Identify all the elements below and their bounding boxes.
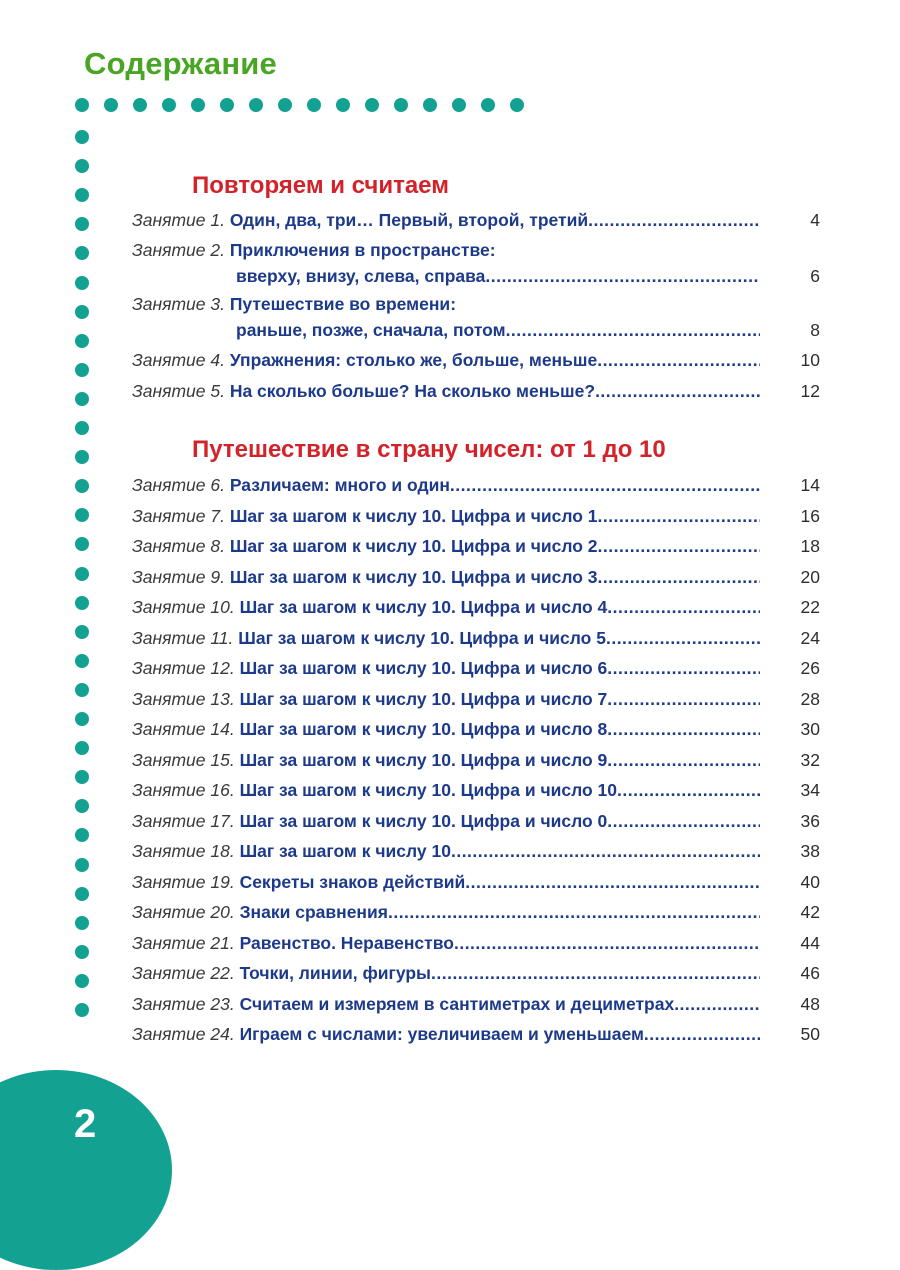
border-dot [75, 945, 89, 959]
entry-page-number: 24 [800, 628, 820, 648]
border-dot [75, 98, 89, 112]
border-dot [75, 596, 89, 610]
border-dot [75, 159, 89, 173]
entry-page-number: 34 [800, 780, 820, 800]
leader-dots [597, 347, 760, 373]
entry-label: Занятие 24. [132, 1024, 235, 1044]
entry-label: Занятие 20. [132, 902, 235, 922]
toc-entry [132, 899, 820, 925]
entry-page-number: 48 [800, 994, 820, 1014]
leader-dots [465, 869, 760, 895]
toc-entry [132, 808, 820, 834]
border-dot [75, 741, 89, 755]
entry-label: Занятие 19. [132, 872, 235, 892]
border-dot [191, 98, 205, 112]
leader-dots [595, 378, 760, 404]
border-dot [75, 654, 89, 668]
entry-title: Шаг за шагом к числу 10. Цифра и число 0 [239, 811, 608, 831]
entry-page-number: 32 [800, 750, 820, 770]
leader-dots [451, 838, 760, 864]
toc-entry [132, 777, 820, 803]
border-dot [307, 98, 321, 112]
entry-page-number: 26 [800, 658, 820, 678]
leader-dots [606, 625, 760, 651]
entry-title: Шаг за шагом к числу 10. Цифра и число 10 [239, 780, 617, 800]
entry-page-number: 50 [800, 1024, 820, 1044]
leader-dots [454, 930, 760, 956]
leader-dots [506, 317, 760, 343]
entry-label: Занятие 15. [132, 750, 235, 770]
entry-title-continuation: вверху, внизу, слева, справа [236, 266, 486, 286]
entry-title: Упражнения: столько же, больше, меньше [229, 350, 598, 370]
leader-dots [607, 686, 760, 712]
leader-dots [607, 655, 760, 681]
toc-entry [132, 838, 820, 864]
leader-dots [388, 899, 760, 925]
entry-label: Занятие 14. [132, 719, 235, 739]
entry-page-number: 44 [800, 933, 820, 953]
entry-page-number: 16 [800, 506, 820, 526]
entry-label: Занятие 17. [132, 811, 235, 831]
entry-page-number: 14 [800, 475, 820, 495]
border-dot [220, 98, 234, 112]
entry-title: Приключения в пространстве: [229, 240, 496, 260]
entry-label: Занятие 4. [132, 350, 225, 370]
entry-label: Занятие 18. [132, 841, 235, 861]
toc-entry [132, 960, 820, 986]
border-dot [481, 98, 495, 112]
border-dot [75, 567, 89, 581]
entry-title: Шаг за шагом к числу 10. Цифра и число 1 [229, 506, 598, 526]
leader-dots [598, 533, 760, 559]
toc-entry [132, 564, 820, 590]
border-dot [75, 305, 89, 319]
leader-dots [485, 263, 760, 289]
toc-entry [132, 869, 820, 895]
page-corner-shape [0, 1070, 172, 1270]
border-dot [452, 98, 466, 112]
border-dot [75, 799, 89, 813]
entry-title: Шаг за шагом к числу 10. Цифра и число 2 [229, 536, 598, 556]
entry-label: Занятие 11. [132, 628, 234, 648]
border-dot [336, 98, 350, 112]
toc-entry [132, 237, 820, 289]
entry-label: Занятие 5. [132, 381, 225, 401]
border-dot [75, 217, 89, 231]
section-heading-repeat-count: Повторяем и считаем [192, 172, 449, 199]
entry-label: Занятие 1. [132, 210, 225, 230]
border-dot [75, 770, 89, 784]
entry-title: Шаг за шагом к числу 10. Цифра и число 7 [239, 689, 608, 709]
leader-dots [674, 991, 760, 1017]
entry-page-number: 18 [800, 536, 820, 556]
border-dot [249, 98, 263, 112]
border-dot [75, 246, 89, 260]
border-dot [75, 916, 89, 930]
entry-label: Занятие 3. [132, 294, 225, 314]
leader-dots [450, 472, 760, 498]
entry-page-number: 12 [800, 381, 820, 401]
border-dot [162, 98, 176, 112]
entry-label: Занятие 23. [132, 994, 235, 1014]
entry-title: Равенство. Неравенство [239, 933, 454, 953]
border-dot [75, 363, 89, 377]
entry-label: Занятие 16. [132, 780, 235, 800]
entry-label: Занятие 7. [132, 506, 225, 526]
entry-title: Считаем и измеряем в сантиметрах и дециметрах [239, 994, 675, 1014]
entry-title: Шаг за шагом к числу 10. Цифра и число 6 [239, 658, 608, 678]
entry-title: На сколько больше? На сколько меньше? [229, 381, 596, 401]
entry-title: Шаг за шагом к числу 10. Цифра и число 9 [239, 750, 608, 770]
toc-entry [132, 347, 820, 373]
border-dot [278, 98, 292, 112]
entry-page-number: 28 [800, 689, 820, 709]
entry-label: Занятие 12. [132, 658, 235, 678]
entry-label: Занятие 9. [132, 567, 225, 587]
entry-page-number: 22 [800, 597, 820, 617]
border-dot [75, 625, 89, 639]
entry-label: Занятие 21. [132, 933, 235, 953]
entry-title: Путешествие во времени: [229, 294, 457, 314]
leader-dots [598, 503, 760, 529]
border-dot [75, 683, 89, 697]
border-dot [75, 887, 89, 901]
border-dot [75, 974, 89, 988]
toc-entry [132, 503, 820, 529]
toc-entry [132, 625, 820, 651]
border-dot [75, 334, 89, 348]
toc-entry [132, 991, 820, 1017]
border-dot [423, 98, 437, 112]
entry-page-number: 30 [800, 719, 820, 739]
entry-page-number: 42 [800, 902, 820, 922]
entry-title: Шаг за шагом к числу 10 [239, 841, 451, 861]
border-dot [75, 508, 89, 522]
leader-dots [607, 594, 760, 620]
entry-page-number: 8 [810, 320, 820, 340]
entry-label: Занятие 22. [132, 963, 235, 983]
toc-entry [132, 716, 820, 742]
border-dot [75, 712, 89, 726]
entry-page-number: 10 [800, 350, 820, 370]
toc-entry [132, 655, 820, 681]
border-dot [75, 537, 89, 551]
entry-title: Шаг за шагом к числу 10. Цифра и число 4 [239, 597, 608, 617]
border-dot [510, 98, 524, 112]
leader-dots [607, 808, 760, 834]
leader-dots [607, 747, 760, 773]
leader-dots [644, 1021, 760, 1047]
entry-title: Знаки сравнения [239, 902, 388, 922]
entry-label: Занятие 10. [132, 597, 235, 617]
border-dot [365, 98, 379, 112]
entry-title: Шаг за шагом к числу 10. Цифра и число 5 [238, 628, 606, 648]
entry-title: Один, два, три… Первый, второй, третий [229, 210, 589, 230]
entry-page-number: 38 [800, 841, 820, 861]
entry-title-continuation: раньше, позже, сначала, потом [236, 320, 506, 340]
border-dot [394, 98, 408, 112]
leader-dots [598, 564, 760, 590]
border-dot [75, 188, 89, 202]
entry-title: Играем с числами: увеличиваем и уменьшаем [239, 1024, 644, 1044]
border-dot [75, 130, 89, 144]
entry-label: Занятие 6. [132, 475, 225, 495]
entry-page-number: 4 [810, 210, 820, 230]
toc-entry [132, 472, 820, 498]
toc-entry [132, 930, 820, 956]
leader-dots [431, 960, 760, 986]
toc-entry [132, 533, 820, 559]
border-dot [75, 392, 89, 406]
entry-label: Занятие 13. [132, 689, 235, 709]
entry-label: Занятие 2. [132, 240, 225, 260]
entry-title: Точки, линии, фигуры [239, 963, 431, 983]
border-dot [75, 450, 89, 464]
toc-entry [132, 686, 820, 712]
entry-page-number: 20 [800, 567, 820, 587]
border-dot [133, 98, 147, 112]
border-dot [75, 1003, 89, 1017]
border-dot [75, 421, 89, 435]
toc-entry [132, 378, 820, 404]
toc-entry [132, 207, 820, 233]
leader-dots [588, 207, 760, 233]
entry-title: Секреты знаков действий [239, 872, 466, 892]
page-number: 2 [74, 1102, 97, 1146]
entry-title: Различаем: много и один [229, 475, 450, 495]
leader-dots [607, 716, 760, 742]
toc-entry [132, 291, 820, 343]
entry-page-number: 40 [800, 872, 820, 892]
toc-entry [132, 747, 820, 773]
page-title: Содержание [84, 46, 277, 81]
border-dot [104, 98, 118, 112]
section-heading-numbers-1-10: Путешествие в страну чисел: от 1 до 10 [192, 436, 666, 463]
entry-page-number: 6 [810, 266, 820, 286]
entry-page-number: 36 [800, 811, 820, 831]
border-dot [75, 276, 89, 290]
entry-label: Занятие 8. [132, 536, 225, 556]
toc-entry [132, 594, 820, 620]
leader-dots [617, 777, 760, 803]
border-dot [75, 479, 89, 493]
entry-title: Шаг за шагом к числу 10. Цифра и число 3 [229, 567, 598, 587]
entry-title: Шаг за шагом к числу 10. Цифра и число 8 [239, 719, 608, 739]
entry-page-number: 46 [800, 963, 820, 983]
border-dot [75, 858, 89, 872]
border-dot [75, 828, 89, 842]
toc-entry [132, 1021, 820, 1047]
